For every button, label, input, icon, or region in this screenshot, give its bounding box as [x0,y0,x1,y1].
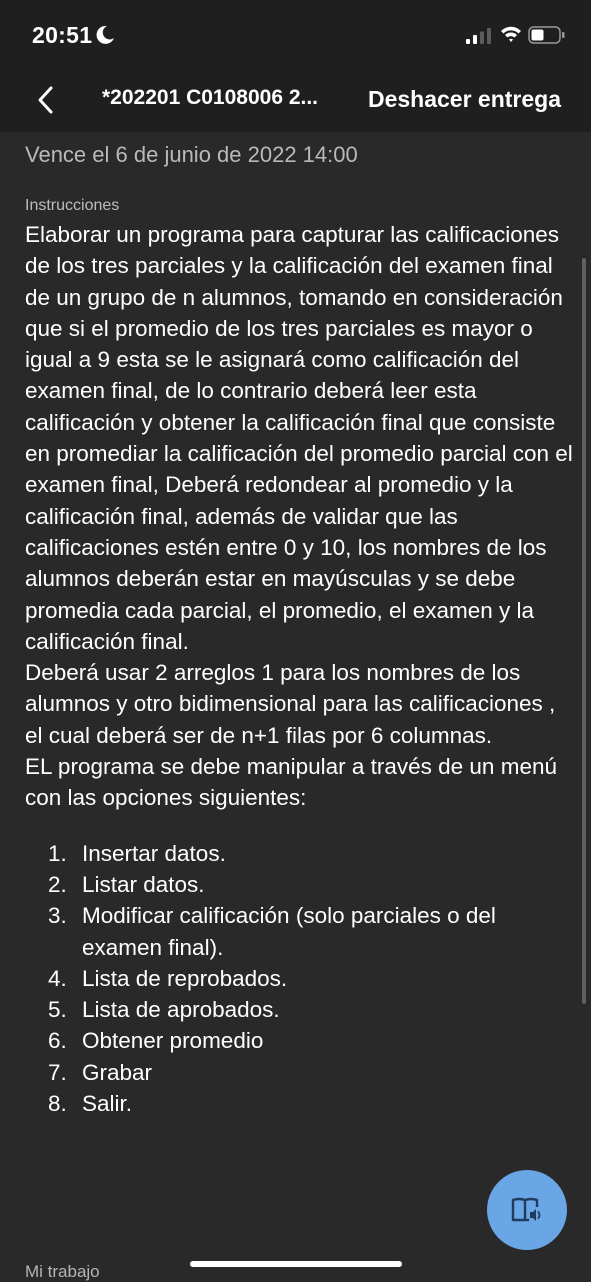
back-button[interactable] [28,82,62,118]
list-item-text: Modificar calificación (solo parciales o del examen final). [82,903,496,960]
chevron-left-icon [36,85,54,115]
wifi-icon [500,25,522,43]
due-date: Vence el 6 de junio de 2022 14:00 [25,142,358,167]
list-item-number: 7. [48,1059,67,1085]
list-item [48,869,573,900]
list-item [48,838,573,869]
instructions-body [25,219,573,1119]
list-item [48,963,573,994]
list-item [48,900,573,963]
my-work-label: Mi trabajo [25,1262,100,1281]
undo-submission-button[interactable]: Deshacer entrega [367,86,561,112]
instructions-label: Instrucciones [25,197,120,214]
list-item [48,1057,573,1088]
list-item-text: Obtener promedio [82,1028,264,1054]
menu-options-list [25,838,573,1120]
cellular-signal-icon [466,28,492,44]
immersive-reader-button[interactable] [487,1170,567,1250]
list-item-text: Insertar datos. [82,840,226,866]
list-item-number: 2. [48,871,67,897]
list-item-text: Lista de reprobados. [82,965,288,991]
list-item-number: 8. [48,1091,67,1117]
list-item-number: 1. [48,840,67,866]
home-indicator[interactable] [190,1261,402,1267]
status-time: 20:51 [32,22,93,48]
assignment-title: *202201 C0108006 2... [102,86,319,109]
list-item-number: 3. [48,903,67,929]
top-bar [0,0,591,132]
instructions-paragraph: Elaborar un programa para capturar las calificaciones de los tres parciales y la calificación del examen final de un grupo de n alumnos, tomando en consideración que si el promedio de los tres parciales es mayor o igual a 9 esta se le asignará como calificación del examen final, de lo contrario deberá leer esta calificación y obtener la calificación final que consiste en promediar la calificación del promedio parcial con el examen final, Deberá redondear al promedio y la calificación final, además de validar que las calificaciones estén entre 0 y 10, los nombres de los alumnos deberán estar en mayúsculas y se debe promedia cada parcial, el promedio, el examen y la calificación final. [25,222,573,654]
moon-icon [94,24,116,46]
instructions-paragraph: Deberá usar 2 arreglos 1 para los nombres de los alumnos y otro bidimensional para las calificaciones , el cual deberá ser de n+1 filas por 6 columnas. [25,660,556,748]
battery-icon [528,25,566,45]
list-item [48,1025,573,1056]
list-item [48,1088,573,1119]
list-item-text: Grabar [82,1059,153,1085]
list-item-text: Listar datos. [82,871,205,897]
list-item-text: Lista de aprobados. [82,997,280,1023]
list-item-number: 5. [48,997,67,1023]
scrollbar[interactable] [582,258,586,1004]
list-item-number: 6. [48,1028,67,1054]
instructions-paragraph: EL programa se debe manipular a través de un menú con las opciones siguientes: [25,754,557,811]
list-item-number: 4. [48,965,67,991]
list-item-text: Salir. [82,1091,133,1117]
immersive-reader-icon [510,1195,544,1225]
list-item [48,994,573,1025]
